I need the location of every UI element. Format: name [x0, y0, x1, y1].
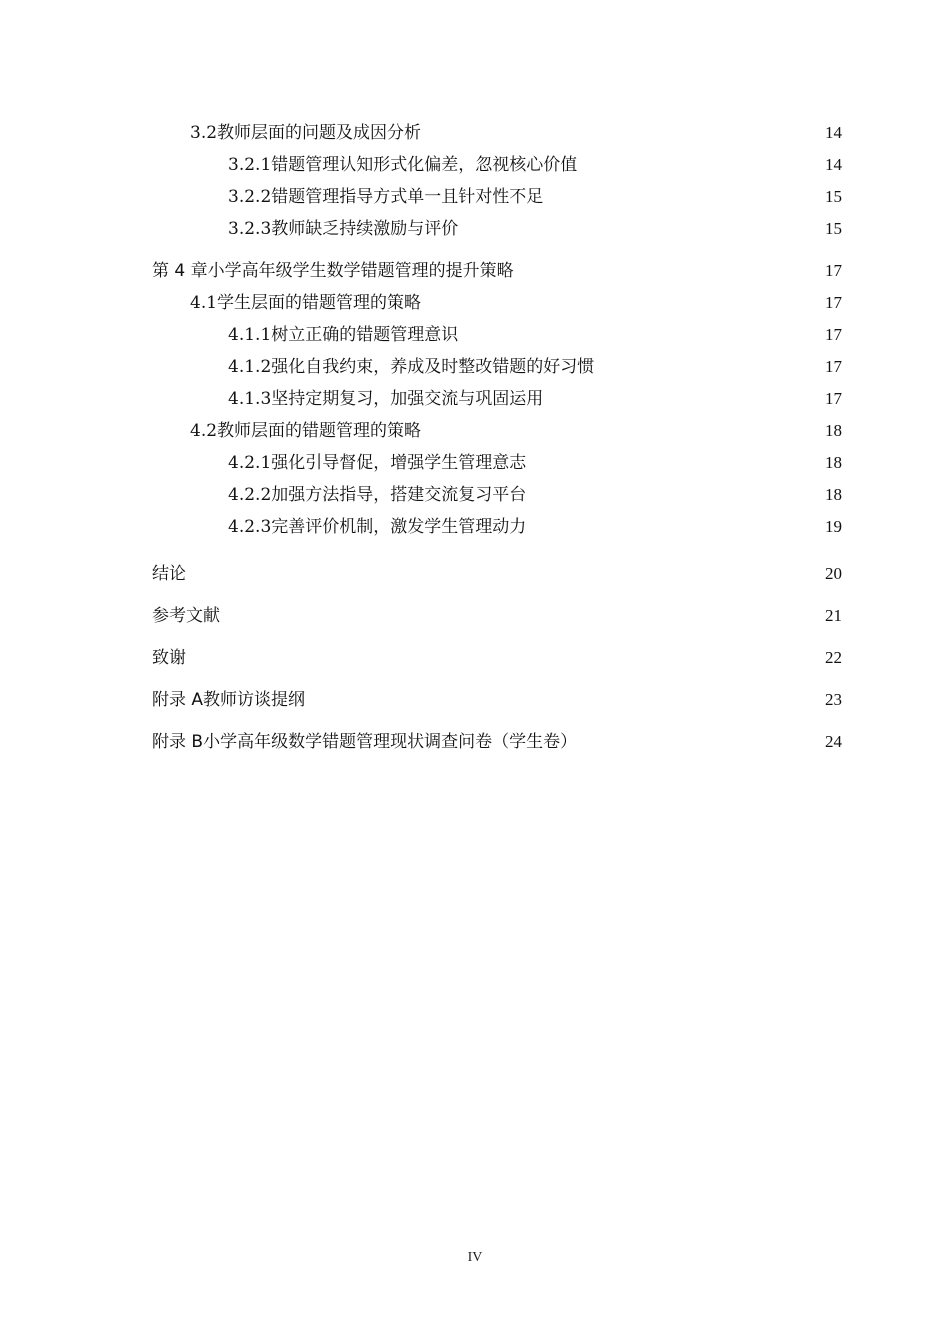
toc-entry[interactable]	[152, 447, 842, 479]
toc-section-entry[interactable]	[152, 595, 842, 637]
toc-entry-page: 23	[825, 690, 842, 709]
toc-entry[interactable]	[152, 319, 842, 351]
toc-entry-title: 完善评价机制，激发学生管理动力	[271, 517, 527, 537]
toc-entry-title: 教师缺乏持续激励与评价	[271, 219, 459, 239]
dot-leader	[187, 560, 824, 577]
toc-entry-page: 18	[825, 485, 842, 504]
toc-entry[interactable]	[152, 287, 842, 319]
dot-leader	[595, 353, 824, 370]
page-number-footer: IV	[467, 1250, 483, 1265]
toc-entry-page: 18	[825, 453, 842, 472]
toc-entry-title: 教师层面的错题管理的策略	[217, 421, 422, 441]
dot-leader	[459, 321, 824, 338]
toc-entry-number: 4.2.2	[228, 485, 272, 505]
dot-leader	[422, 417, 824, 434]
toc-entry-page: 21	[825, 606, 842, 625]
toc-entry-title: 强化自我约束，养成及时整改错题的好习惯	[271, 357, 595, 377]
dot-leader	[459, 215, 824, 232]
dot-leader	[306, 686, 824, 703]
dot-leader	[527, 449, 824, 466]
toc-chapter-entry[interactable]	[152, 255, 842, 287]
toc-entry-number: 3.2.1	[228, 155, 272, 175]
toc-entry-page: 18	[825, 421, 842, 440]
toc-entry[interactable]	[152, 149, 842, 181]
toc-chapter-title: 小学高年级学生数学错题管理的提升策略	[207, 261, 514, 281]
toc-section-title: 致谢	[152, 648, 186, 668]
toc-entry-number: 4.2	[190, 421, 218, 441]
toc-appendix-entry[interactable]	[152, 679, 842, 721]
toc-entry-number: 4.2.1	[228, 453, 272, 473]
dot-leader	[527, 481, 824, 498]
toc-entry-title: 教师层面的问题及成因分析	[217, 123, 422, 143]
toc-entry-page: 17	[825, 357, 842, 376]
dot-leader	[544, 385, 824, 402]
toc-entry-title: 加强方法指导，搭建交流复习平台	[271, 485, 527, 505]
toc-entry[interactable]	[152, 415, 842, 447]
toc-entry[interactable]	[152, 511, 842, 543]
toc-entry-number: 3.2	[190, 123, 218, 143]
toc-section-title: 结论	[152, 564, 186, 584]
dot-leader	[422, 119, 824, 136]
toc-entry[interactable]	[152, 181, 842, 213]
toc-entry-number: 4.2.3	[228, 517, 272, 537]
toc-entry[interactable]	[152, 213, 842, 245]
table-of-contents	[152, 117, 842, 763]
toc-appendix-number: 附录 B	[152, 732, 204, 752]
toc-entry-number: 4.1.3	[228, 389, 272, 409]
toc-entry-page: 17	[825, 293, 842, 312]
toc-entry[interactable]	[152, 383, 842, 415]
toc-entry-number: 3.2.3	[228, 219, 272, 239]
toc-entry-page: 20	[825, 564, 842, 583]
toc-entry-page: 14	[825, 123, 842, 142]
toc-section-title: 参考文献	[152, 606, 220, 626]
toc-entry-title: 错题管理指导方式单一且针对性不足	[271, 187, 544, 207]
toc-entry-title: 强化引导督促，增强学生管理意志	[271, 453, 527, 473]
toc-entry-page: 24	[825, 732, 842, 751]
toc-entry[interactable]	[152, 351, 842, 383]
toc-entry-page: 17	[825, 261, 842, 280]
toc-section-entry[interactable]	[152, 637, 842, 679]
toc-entry-number: 3.2.2	[228, 187, 272, 207]
toc-entry-title: 树立正确的错题管理意识	[271, 325, 459, 345]
toc-chapter-number: 第 4 章	[152, 261, 208, 281]
dot-leader	[187, 644, 824, 661]
dot-leader	[578, 151, 824, 168]
toc-entry-page: 22	[825, 648, 842, 667]
dot-leader	[221, 602, 824, 619]
toc-entry-page: 17	[825, 325, 842, 344]
dot-leader	[544, 183, 824, 200]
toc-entry-title: 错题管理认知形式化偏差，忽视核心价值	[271, 155, 578, 175]
toc-entry-page: 15	[825, 187, 842, 206]
toc-entry-title: 坚持定期复习，加强交流与巩固运用	[271, 389, 544, 409]
toc-entry-page: 15	[825, 219, 842, 238]
toc-entry-number: 4.1.2	[228, 357, 272, 377]
toc-entry-number: 4.1.1	[228, 325, 272, 345]
toc-entry-title: 学生层面的错题管理的策略	[217, 293, 422, 313]
toc-entry[interactable]	[152, 479, 842, 511]
toc-entry[interactable]	[152, 117, 842, 149]
dot-leader	[515, 257, 824, 274]
toc-appendix-title: 教师访谈提纲	[203, 690, 306, 710]
toc-entry-number: 4.1	[190, 293, 218, 313]
dot-leader	[578, 728, 824, 745]
toc-entry-page: 19	[825, 517, 842, 536]
toc-entry-page: 17	[825, 389, 842, 408]
toc-appendix-entry[interactable]	[152, 721, 842, 763]
toc-section-entry[interactable]	[152, 553, 842, 595]
toc-appendix-title: 小学高年级数学错题管理现状调查问卷（学生卷）	[203, 732, 578, 752]
dot-leader	[527, 513, 824, 530]
toc-appendix-number: 附录 A	[152, 690, 204, 710]
toc-entry-page: 14	[825, 155, 842, 174]
dot-leader	[422, 289, 824, 306]
